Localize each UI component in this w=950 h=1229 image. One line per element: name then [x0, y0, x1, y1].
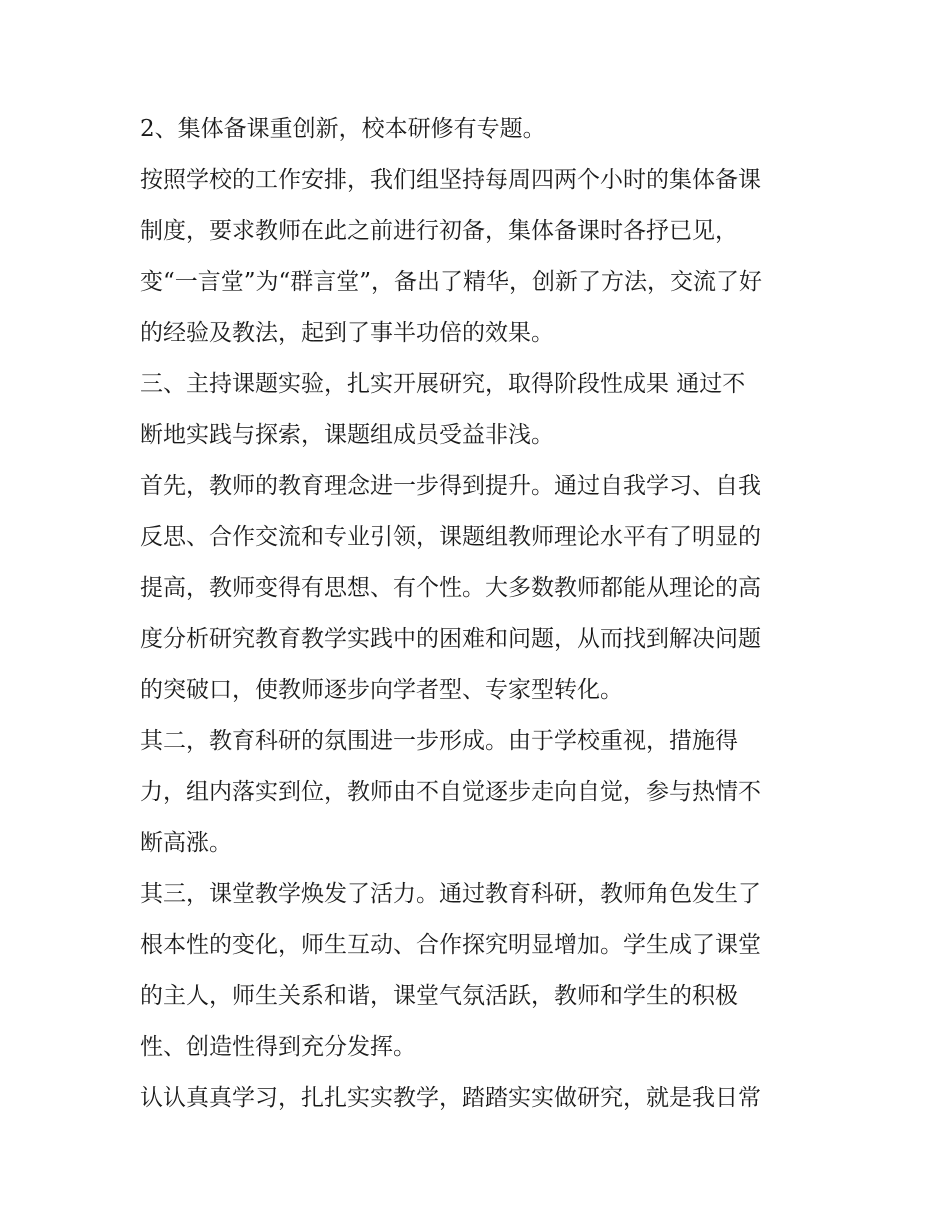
document-body [140, 104, 820, 1124]
text-line: 制度，要求教师在此之前进行初备，集体备课时各抒已见， [140, 218, 738, 244]
text-line: 断地实践与探索，课题组成员受益非浅。 [140, 422, 554, 448]
text-line: 首先，教师的教育理念进一步得到提升。通过自我学习、自我 [140, 473, 761, 499]
text-line: 其二，教育科研的氛围进一步形成。由于学校重视，措施得 [140, 728, 738, 754]
text-line: 变“一言堂”为“群言堂”，备出了精华，创新了方法，交流了好 [140, 269, 763, 295]
text-line: 按照学校的工作安排，我们组坚持每周四两个小时的集体备课 [140, 167, 761, 193]
text-line: 根本性的变化，师生互动、合作探究明显增加。学生成了课堂 [140, 932, 761, 958]
text-line: 度分析研究教育教学实践中的困难和问题，从而找到解决问题 [140, 626, 761, 652]
text-line: 2、集体备课重创新，校本研修有专题。 [140, 116, 546, 142]
text-line: 的突破口，使教师逐步向学者型、专家型转化。 [140, 677, 623, 703]
text-line: 的经验及教法，起到了事半功倍的效果。 [140, 320, 554, 346]
text-line: 反思、合作交流和专业引领，课题组教师理论水平有了明显的 [140, 524, 761, 550]
text-line: 认认真真学习，扎扎实实教学，踏踏实实做研究，就是我日常 [140, 1085, 761, 1111]
text-line: 性、创造性得到充分发挥。 [140, 1034, 416, 1060]
text-line: 断高涨。 [140, 830, 232, 856]
text-line: 其三，课堂教学焕发了活力。通过教育科研，教师角色发生了 [140, 881, 761, 907]
text-line: 的主人，师生关系和谐，课堂气氛活跃，教师和学生的积极 [140, 983, 738, 1009]
text-line: 三、主持课题实验，扎实开展研究，取得阶段性成果 通过不 [140, 371, 746, 397]
text-line: 力，组内落实到位，教师由不自觉逐步走向自觉，参与热情不 [140, 779, 761, 805]
text-line: 提高，教师变得有思想、有个性。大多数教师都能从理论的高 [140, 575, 761, 601]
